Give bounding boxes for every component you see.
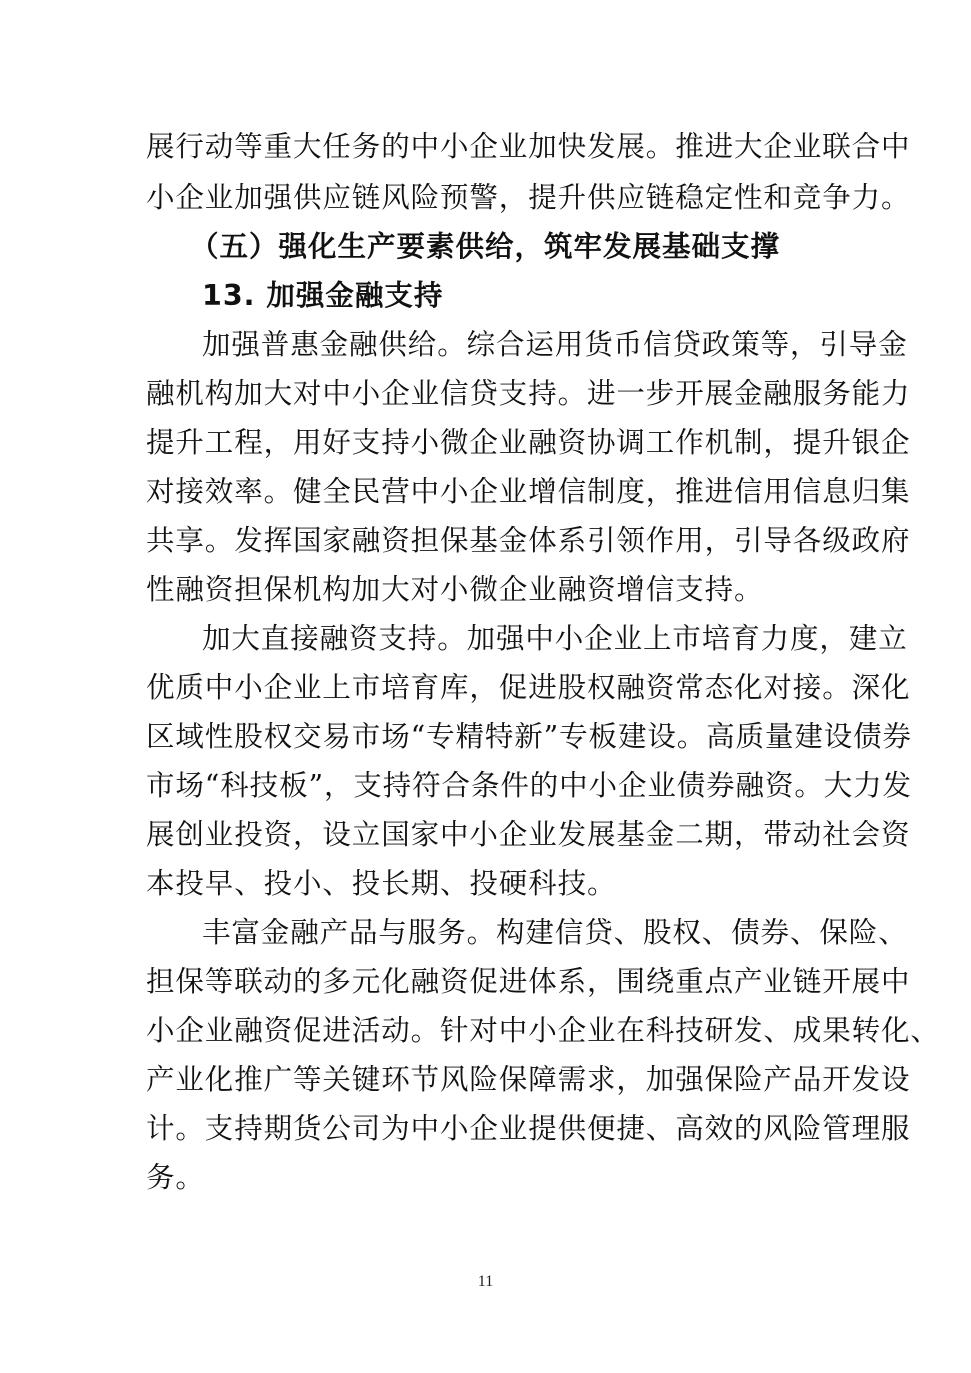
- paragraph-first-line: 加强普惠金融供给。综合运用货币信贷政策等，引导金: [202, 328, 908, 361]
- body-line: 展创业投资，设立国家中小企业发展基金二期，带动社会资: [146, 818, 911, 851]
- body-line: 对接效率。健全民营中小企业增信制度，推进信用信息归集: [146, 475, 911, 508]
- body-line: 计。支持期货公司为中小企业提供便捷、高效的风险管理服: [146, 1112, 911, 1145]
- body-line: 担保等联动的多元化融资促进体系，围绕重点产业链开展中: [146, 965, 911, 998]
- section-heading: （五）强化生产要素供给，筑牢发展基础支撑: [190, 230, 781, 263]
- paragraph-first-line: 丰富金融产品与服务。构建信贷、股权、债券、保险、: [202, 916, 908, 949]
- body-line: 优质中小企业上市培育库，促进股权融资常态化对接。深化: [146, 671, 911, 704]
- body-line: 融机构加大对中小企业信贷支持。进一步开展金融服务能力: [146, 377, 911, 410]
- body-line: 本投早、投小、投长期、投硬科技。: [146, 867, 617, 900]
- body-line: 提升工程，用好支持小微企业融资协调工作机制，提升银企: [146, 426, 911, 459]
- body-line: 展行动等重大任务的中小企业加快发展。推进大企业联合中: [146, 130, 911, 163]
- body-line: 共享。发挥国家融资担保基金体系引领作用，引导各级政府: [146, 524, 911, 557]
- body-line: 小企业加强供应链风险预警，提升供应链稳定性和竞争力。: [146, 181, 911, 214]
- body-line: 区域性股权交易市场“专精特新”专板建设。高质量建设债券: [146, 720, 912, 753]
- body-line: 务。: [146, 1161, 205, 1194]
- body-line: 产业化推广等关键环节风险保障需求，加强保险产品开发设: [146, 1063, 911, 1096]
- body-line: 小企业融资促进活动。针对中小企业在科技研发、成果转化、: [146, 1014, 940, 1047]
- body-line: 性融资担保机构加大对小微企业融资增信支持。: [146, 573, 764, 606]
- body-line: 市场“科技板”，支持符合条件的中小企业债券融资。大力发: [146, 769, 912, 802]
- subsection-heading: 13. 加强金融支持: [202, 279, 444, 312]
- paragraph-first-line: 加大直接融资支持。加强中小企业上市培育力度，建立: [202, 622, 908, 655]
- page-number: 11: [477, 1273, 494, 1290]
